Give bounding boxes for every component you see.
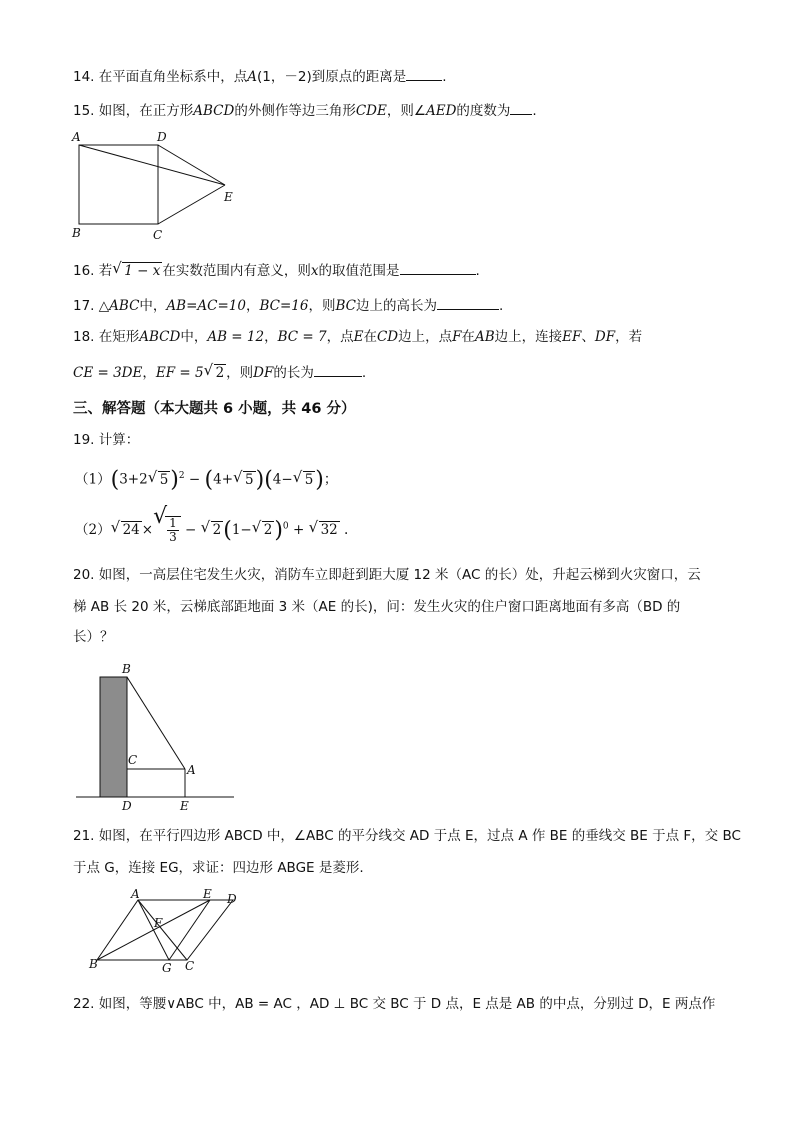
label-a: A	[187, 763, 196, 777]
question-21-line-1: 21. 如图，在平行四边形 ABCD 中，∠ABC 的平分线交 AD 于点 E，过点 A 作 BE 的垂线交 BE 于点 F，交 BC	[73, 828, 741, 844]
square-abcd	[79, 145, 158, 224]
square-triangle-figure	[68, 126, 248, 244]
question-20-line-2: 梯 AB 长 20 米，云梯底部距地面 3 米（AE 的长)，问：发生火灾的住户窗口距离地面有多高（BD 的	[73, 599, 681, 615]
question-20-line-1: 20. 如图，一高层住宅发生火灾，消防车立即赶到距大厦 12 米（AC 的长）处，升起云梯到火灾窗口，云	[73, 567, 701, 583]
label-d: D	[122, 799, 132, 813]
segment-ac	[138, 900, 187, 960]
question-22-line-1: 22. 如图，等腰∨ABC 中，AB = AC ，AD ⊥ BC 交 BC 于 D 点，E 点是 AB 的中点，分别过 D，E 两点作	[73, 996, 716, 1012]
label-f: F	[154, 916, 163, 930]
sqrt-expression: √ 1 − x	[112, 259, 161, 279]
label-b: B	[89, 957, 98, 971]
label-b: B	[122, 662, 131, 676]
answer-blank	[314, 362, 362, 377]
label-d: D	[157, 130, 167, 144]
question-19-heading: 19. 计算：	[73, 432, 140, 448]
segment-ce	[158, 185, 225, 224]
question-17: 17. △ABC中，AB=AC=10，BC=16，则BC边上的高长为 .	[73, 295, 503, 316]
label-c: C	[185, 959, 195, 973]
parallelogram-figure	[86, 888, 242, 974]
question-16: 16. 若 √ 1 − x 在实数范围内有意义，则x的取值范围是 .	[73, 259, 480, 279]
label-b: B	[72, 226, 81, 240]
answer-blank	[400, 260, 476, 275]
question-19-part-2: （2） √ 24 × √ $\frac{1}{3}$ − √ 2(1− √ 2)$^0$ + √ 32 .	[75, 504, 349, 544]
label-c: C	[128, 753, 138, 767]
parallelogram-abcd	[97, 900, 233, 960]
question-18-line-2: CE = 3DE，EF = 5 √ 2 ，则DF的长为 .	[73, 361, 367, 381]
segment-ae	[79, 145, 225, 185]
section-heading: 三、解答题（本大题共 6 小题，共 46 分）	[73, 401, 356, 417]
question-14: 14. 在平面直角坐标系中，点A(1，－2)到原点的距离是 .	[73, 66, 447, 87]
question-21-line-2: 于点 G，连接 EG，求证：四边形 ABGE 是菱形.	[73, 860, 364, 876]
label-d: D	[227, 892, 237, 906]
question-18-line-1: 18. 在矩形ABCD中，AB = 12，BC = 7，点E在CD边上，点F在AB边上，连接EF、DF，若	[73, 329, 643, 345]
answer-blank	[437, 295, 499, 310]
building	[100, 677, 127, 797]
question-20-line-3: 长）？	[73, 629, 114, 645]
segment-ag	[138, 900, 169, 960]
label-c: C	[153, 228, 163, 242]
label-g: G	[162, 961, 172, 974]
fire-ladder-figure	[74, 660, 236, 816]
segment-eg	[169, 900, 210, 960]
question-15: 15. 如图，在正方形ABCD的外侧作等边三角形CDE，则∠AED的度数为 .	[73, 100, 537, 121]
question-19-part-1: （1）(3+2 √ 5)$^2$ − (4+ √ 5)(4− √ 5)；	[75, 467, 338, 493]
label-e: E	[224, 190, 233, 204]
label-a: A	[72, 130, 81, 144]
segment-de	[158, 145, 225, 185]
label-e: E	[203, 888, 212, 901]
answer-blank	[510, 100, 532, 115]
label-e: E	[180, 799, 189, 813]
answer-blank	[406, 66, 442, 81]
label-a: A	[131, 888, 140, 901]
